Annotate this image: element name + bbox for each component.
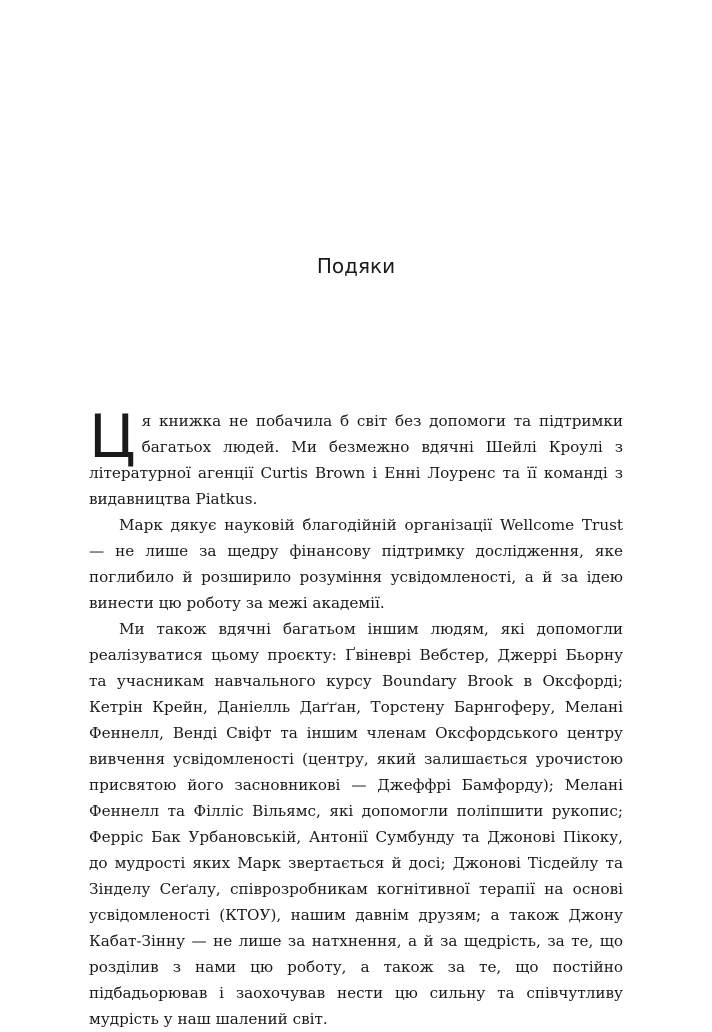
paragraph-2: Марк дякує науковій благодійній організації Wellcome Trust — не лише за щедру фінансову підтримку дослідження, яке поглибило й розширило розуміння усвідомленості, а й за ідею винести цю роботу за межі академії. xyxy=(89,516,623,612)
drop-cap-letter: Ц xyxy=(89,402,136,472)
paragraph-1-text: я книжка не побачила б світ без допомоги та підтримки багатьох людей. Ми безмежно вдячні Шейлі Кроулі з літературної агенції Curtis Brown і Енні Лоуренс та її команді з видавництва Piatkus. xyxy=(89,412,623,508)
page-title: Подяки xyxy=(316,254,396,278)
acknowledgements-body xyxy=(89,402,623,1032)
paragraph-1 xyxy=(89,402,623,512)
paragraph-3: Ми також вдячні багатьом іншим людям, які допомогли реалізуватися цьому проєкту: Ґвіневрі Вебстер, Джеррі Бьорну та учасникам навчального курсу Boundary Brook в Оксфорді; Кетрін Крейн, Даніелль Даґґан, Торстену Барнгоферу, Мелані Феннелл, Венді Свіфт та іншим членам Оксфордського центру вивчення усвідомленості (центру, який залишається урочистою присвятою його засновникові — Джеффрі Бамфорду); Мелані Феннелл та Філліс Вільямс, які допомогли поліпшити рукопис; Ферріс Бак Урбановській, Антонії Сумбунду та Джонові Пікоку, до мудрості яких Марк звертається й досі; Джонові Тісдейлу та Зінделу Сеґалу, співрозробникам когнітивної терапії на основі усвідомленості (КТОУ), нашим давнім друзям; а також Джону Кабат-Зінну — не лише за натхнення, а й за щедрість, за те, що розділив з нами цю роботу, а також за те, що постійно підбадьорював і заохочував нести цю сильну та співчутливу мудрість у наш шалений світ. xyxy=(89,620,623,1028)
